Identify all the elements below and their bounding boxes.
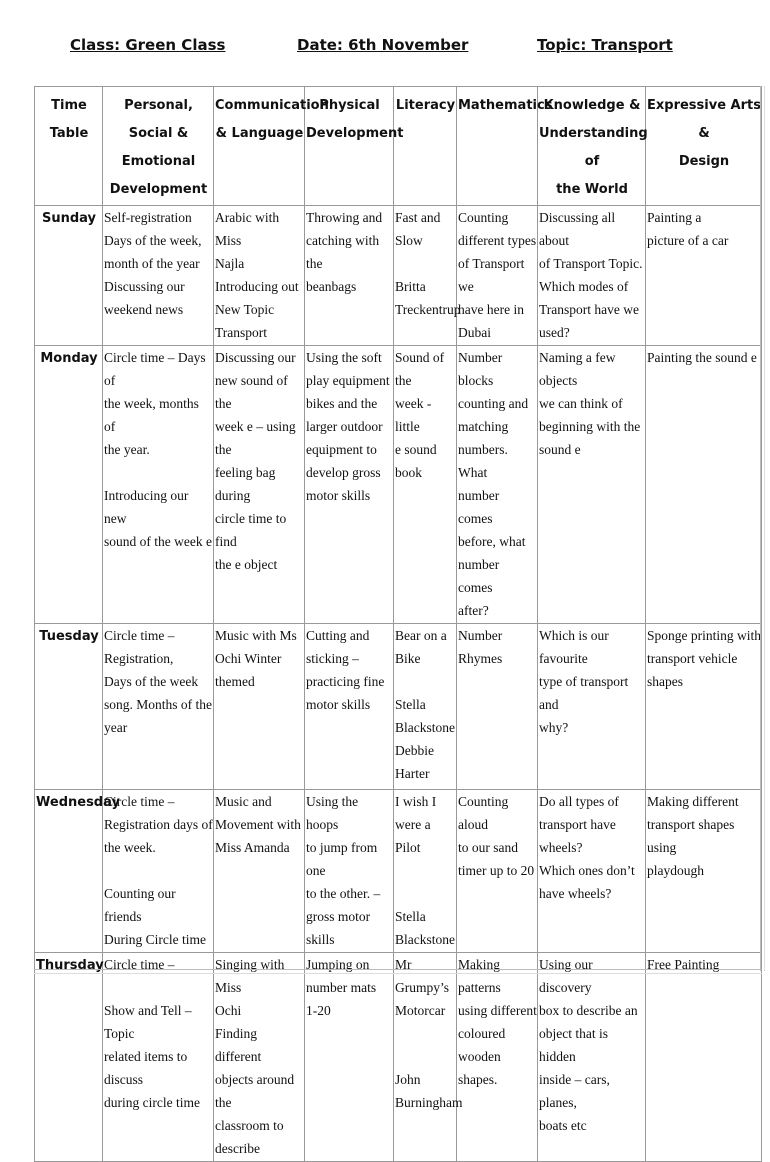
table-shadow-bottom [34,969,762,974]
column-header: Personal, Social & Emotional Development [103,87,214,206]
table-cell: Jumping on number mats 1-20 [305,953,394,1162]
table-cell: Singing with Miss Ochi Finding different objects around the classroom to describe [214,953,305,1162]
table-cell: Naming a few objects we can think of beginning with the sound e [538,346,646,624]
day-cell: Wednesday [35,790,103,953]
day-cell: Sunday [35,206,103,346]
table-cell: Arabic with Miss Najla Introducing out New Topic Transport [214,206,305,346]
day-cell: Thursday [35,953,103,1162]
table-cell: Throwing and catching with the beanbags [305,206,394,346]
table-cell: Painting the sound e [646,346,762,624]
column-header: Mathematics [457,87,538,206]
table-cell: Counting aloud to our sand timer up to 20 [457,790,538,953]
table-cell: Fast and Slow Britta Treckentrup [394,206,457,346]
date-title: Date: 6th November [297,36,469,54]
day-cell: Monday [35,346,103,624]
class-title: Class: Green Class [70,36,226,54]
table-row [35,953,762,1162]
table-row [35,624,762,790]
table-shadow-right [760,86,765,971]
table-cell: Sponge printing with transport vehicle shapes [646,624,762,790]
day-cell: Tuesday [35,624,103,790]
table-cell: Counting different types of Transport we have here in Dubai [457,206,538,346]
table-cell: Number blocks counting and matching numbers. What number comes before, what number comes after? [457,346,538,624]
table-cell: Using the soft play equipment bikes and the larger outdoor equipment to develop gross motor skills [305,346,394,624]
table-cell: Cutting and sticking – practicing fine motor skills [305,624,394,790]
topic-title: Topic: Transport [537,36,673,54]
table-cell: I wish I were a Pilot Stella Blackstone [394,790,457,953]
table-cell: Number Rhymes [457,624,538,790]
table-row [35,206,762,346]
table-cell: Making different transport shapes using playdough [646,790,762,953]
column-header: Communication & Language [214,87,305,206]
table-cell: Music with Ms Ochi Winter themed [214,624,305,790]
table-cell: Discussing our new sound of the week e – using the feeling bag during circle time to find the e object [214,346,305,624]
column-header: Literacy [394,87,457,206]
table-cell: Circle time – Registration days of the week. Counting our friends During Circle time [103,790,214,953]
header-row [35,87,762,206]
table-row [35,790,762,953]
table-row [35,346,762,624]
table-cell: Using the hoops to jump from one to the other. – gross motor skills [305,790,394,953]
column-header: Time Table [35,87,103,206]
timetable [34,86,762,1162]
table-cell: Self-registration Days of the week, month of the year Discussing our weekend news [103,206,214,346]
column-header: Expressive Arts & Design [646,87,762,206]
table-cell: Mr Grumpy’s Motorcar John Burningham [394,953,457,1162]
table-cell: Circle time – Registration, Days of the week song. Months of the year [103,624,214,790]
table-cell: Sound of the week - little e sound book [394,346,457,624]
column-header: Knowledge & Understanding of the World [538,87,646,206]
table-cell: Music and Movement with Miss Amanda [214,790,305,953]
table-cell: Making patterns using different coloured wooden shapes. [457,953,538,1162]
table-cell: Circle time – Days of the week, months of the year. Introducing our new sound of the week e [103,346,214,624]
table-cell: Do all types of transport have wheels? Which ones don’t have wheels? [538,790,646,953]
table-cell: Using our discovery box to describe an object that is hidden inside – cars, planes, boats etc [538,953,646,1162]
table-cell: Painting a picture of a car [646,206,762,346]
table-cell: Bear on a Bike Stella Blackstone Debbie Harter [394,624,457,790]
table-cell: Circle time – Show and Tell – Topic related items to discuss during circle time [103,953,214,1162]
table-cell: Free Painting [646,953,762,1162]
table-cell: Discussing all about of Transport Topic. Which modes of Transport have we used? [538,206,646,346]
column-header: Physical Development [305,87,394,206]
table-cell: Which is our favourite type of transport and why? [538,624,646,790]
page-header [0,36,770,64]
